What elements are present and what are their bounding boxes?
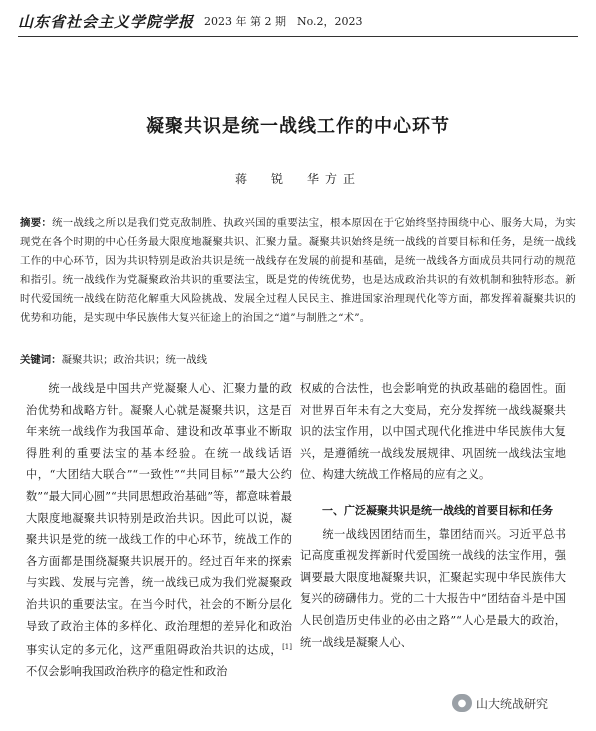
paragraph-text-tail: 不仅会影响我国政治秩序的稳定性和政治 xyxy=(26,665,228,679)
body-column-right xyxy=(300,378,566,653)
abstract xyxy=(20,214,576,328)
wechat-icon: ● xyxy=(452,694,472,712)
header-rule xyxy=(18,36,578,37)
body-paragraph: 统一战线因团结而生，靠团结而兴。习近平总书记高度重视发挥新时代爱国统一战线的法宝作用，强调要最大限度地凝聚共识，汇聚起实现中华民族伟大复兴的磅礴伟力。党的二十大报告中“团结奋斗是中国人民创造历史伟业的必由之路”“人心是最大的政治，统一战线是凝聚人心、 xyxy=(300,527,566,649)
keywords-label: 关键词： xyxy=(20,354,62,366)
running-header xyxy=(18,10,578,32)
citation-marker: [1] xyxy=(282,643,292,652)
keywords-text: 凝聚共识；政治共识；统一战线 xyxy=(61,354,208,366)
watermark xyxy=(448,690,552,716)
watermark-text: 山大统战研究 xyxy=(476,696,549,711)
keywords xyxy=(20,352,576,368)
abstract-label: 摘要： xyxy=(20,217,53,229)
paragraph-text: 统一战线是中国共产党凝聚人心、汇聚力量的政治优势和战略方针。凝聚人心就是凝聚共识，这是百年来统一战线作为我国革命、建设和改革事业不断取得胜利的重要法宝的基本经验。在统一战线话语中，“大团结大联合”“一致性”“共同目标”“最大公约数”“最大同心圆”“共同思想政治基础”等，都意味着最大限度地凝聚共识特别是政治共识。因此可以说，凝聚共识是党的统一战线工作的中心环节，统战工作的各方面都是围绕凝聚共识展开的。经过百年来的探索与实践、发展与完善，统一战线已成为我们党凝聚政治共识的重要法宝。在当今时代，社会的不断分层化导致了政治主体的多样化、政治理想的差异化和政治事实认定的多元化，这严重阻碍政治共识的达成， xyxy=(26,382,292,657)
issue-number: 2023 年 第 2 期 No.2，2023 xyxy=(204,15,363,28)
section-heading: 一、广泛凝聚共识是统一战线的首要目标和任务 xyxy=(322,503,553,517)
body-column-left xyxy=(26,378,292,683)
abstract-text: 统一战线之所以是我们党克敌制胜、执政兴国的重要法宝，根本原因在于它始终坚持围绕中心、服务大局，为实现党在各个时期的中心任务最大限度地凝聚共识、汇聚力量。凝聚共识始终是统一战线的首要目标和任务，是统一战线工作的中心环节，因为共识特别是政治共识是统一战线存在发展的前提和基础，是统一战线各方面成员共同行动的规范和指引。统一战线作为党凝聚政治共识的重要法宝，既是党的传统优势，也是达成政治共识的有效机制和独特形态。新时代爱国统一战线在防范化解重大风险挑战、发展全过程人民民主、推进国家治理现代化等方面，都发挥着凝聚共识的优势和功能，是实现中华民族伟大复兴征途上的治国之“道”与制胜之“术”。 xyxy=(20,217,576,324)
article-authors: 蒋 锐 华方正 xyxy=(234,172,361,186)
article-title: 凝聚共识是统一战线工作的中心环节 xyxy=(146,116,450,137)
body-paragraph xyxy=(26,378,292,683)
body-paragraph-continued: 权威的合法性，也会影响党的执政基础的稳固性。面对世界百年未有之大变局，充分发挥统一战线凝聚共识的法宝作用，以中国式现代化推进中华民族伟大复兴，是遵循统一战线发展规律、巩固统一战线法宝地位、构建大统战工作格局的应有之义。 xyxy=(300,382,566,482)
journal-name: 山东省社会主义学院学报 xyxy=(18,12,195,31)
